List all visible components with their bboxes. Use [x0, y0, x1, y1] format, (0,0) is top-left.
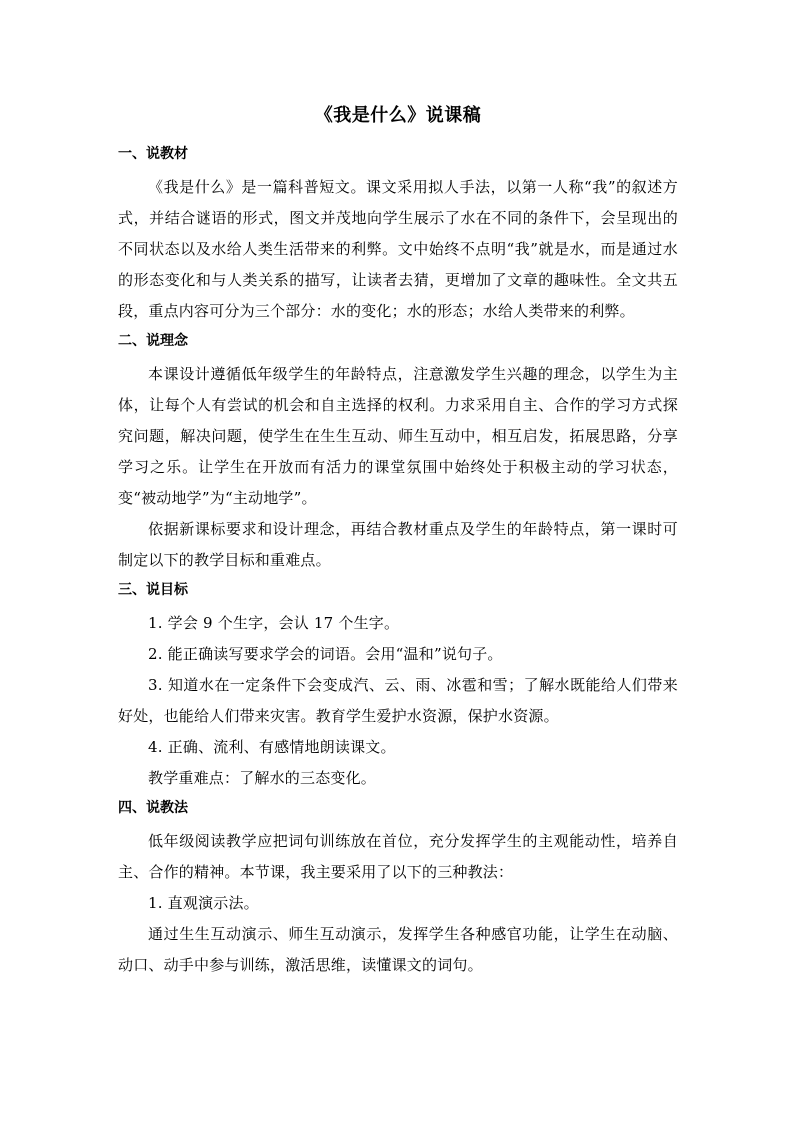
paragraph: 本课设计遵循低年级学生的年龄特点，注意激发学生兴趣的理念，以学生为主体，让每个人有尝试的机会和自主选择的权利。力求采用自主、合作的学习方式探究问题，解决问题，使学生在生生互动、师生互动中，相互启发，拓展思路，分享学习之乐。让学生在开放而有活力的课堂氛围中始终处于积极主动的学习状态，变“被动地学”为“主动地学”。 [118, 365, 678, 507]
goal-item: 4. 正确、流利、有感情地朗读课文。 [148, 738, 396, 756]
section-heading: 三、说目标 [118, 582, 188, 598]
document-body [118, 104, 678, 981]
paragraph: 低年级阅读教学应把词句训练放在首位，充分发挥学生的主观能动性，培养自主、合作的精神。本节课，我主要采用了以下的三种教法： [118, 832, 678, 881]
paragraph: 《我是什么》是一篇科普短文。课文采用拟人手法，以第一人称“我”的叙述方式，并结合谜语的形式，图文并茂地向学生展示了水在不同的条件下，会呈现出的不同状态以及水给人类生活带来的利弊。文中始终不点明“我”就是水，而是通过水的形态变化和与人类关系的描写，让读者去猜，更增加了文章的趣味性。全文共五段，重点内容可分为三个部分：水的变化；水的形态；水给人类带来的利弊。 [118, 178, 678, 320]
goal-item: 2. 能正确读写要求学会的词语。会用“温和”说句子。 [148, 645, 503, 663]
paragraph: 依据新课标要求和设计理念，再结合教材重点及学生的年龄特点，第一课时可制定以下的教学目标和重难点。 [118, 520, 678, 569]
section-heading: 二、说理念 [118, 333, 188, 349]
paragraph: 通过生生互动演示、师生互动演示，发挥学生各种感官功能，让学生在动脑、动口、动手中参与训练，激活思维，读懂课文的词句。 [118, 925, 678, 974]
section-teaching-methods [118, 798, 678, 981]
key-difficulty: 教学重难点：了解水的三态变化。 [148, 769, 377, 787]
document-title: 《我是什么》说课稿 [314, 105, 482, 126]
section-teaching-goals [118, 580, 678, 794]
section-heading: 四、说教法 [118, 800, 188, 816]
method-item: 1. 直观演示法。 [148, 894, 259, 912]
section-teaching-concept [118, 331, 678, 576]
goal-item: 1. 学会 9 个生字，会认 17 个生字。 [148, 614, 400, 632]
section-teaching-material [118, 144, 678, 327]
goal-item: 3. 知道水在一定条件下会变成汽、云、雨、冰雹和雪；了解水既能给人们带来好处，也能给人们带来灾害。教育学生爱护水资源，保护水资源。 [118, 676, 678, 725]
section-heading: 一、说教材 [118, 146, 188, 162]
